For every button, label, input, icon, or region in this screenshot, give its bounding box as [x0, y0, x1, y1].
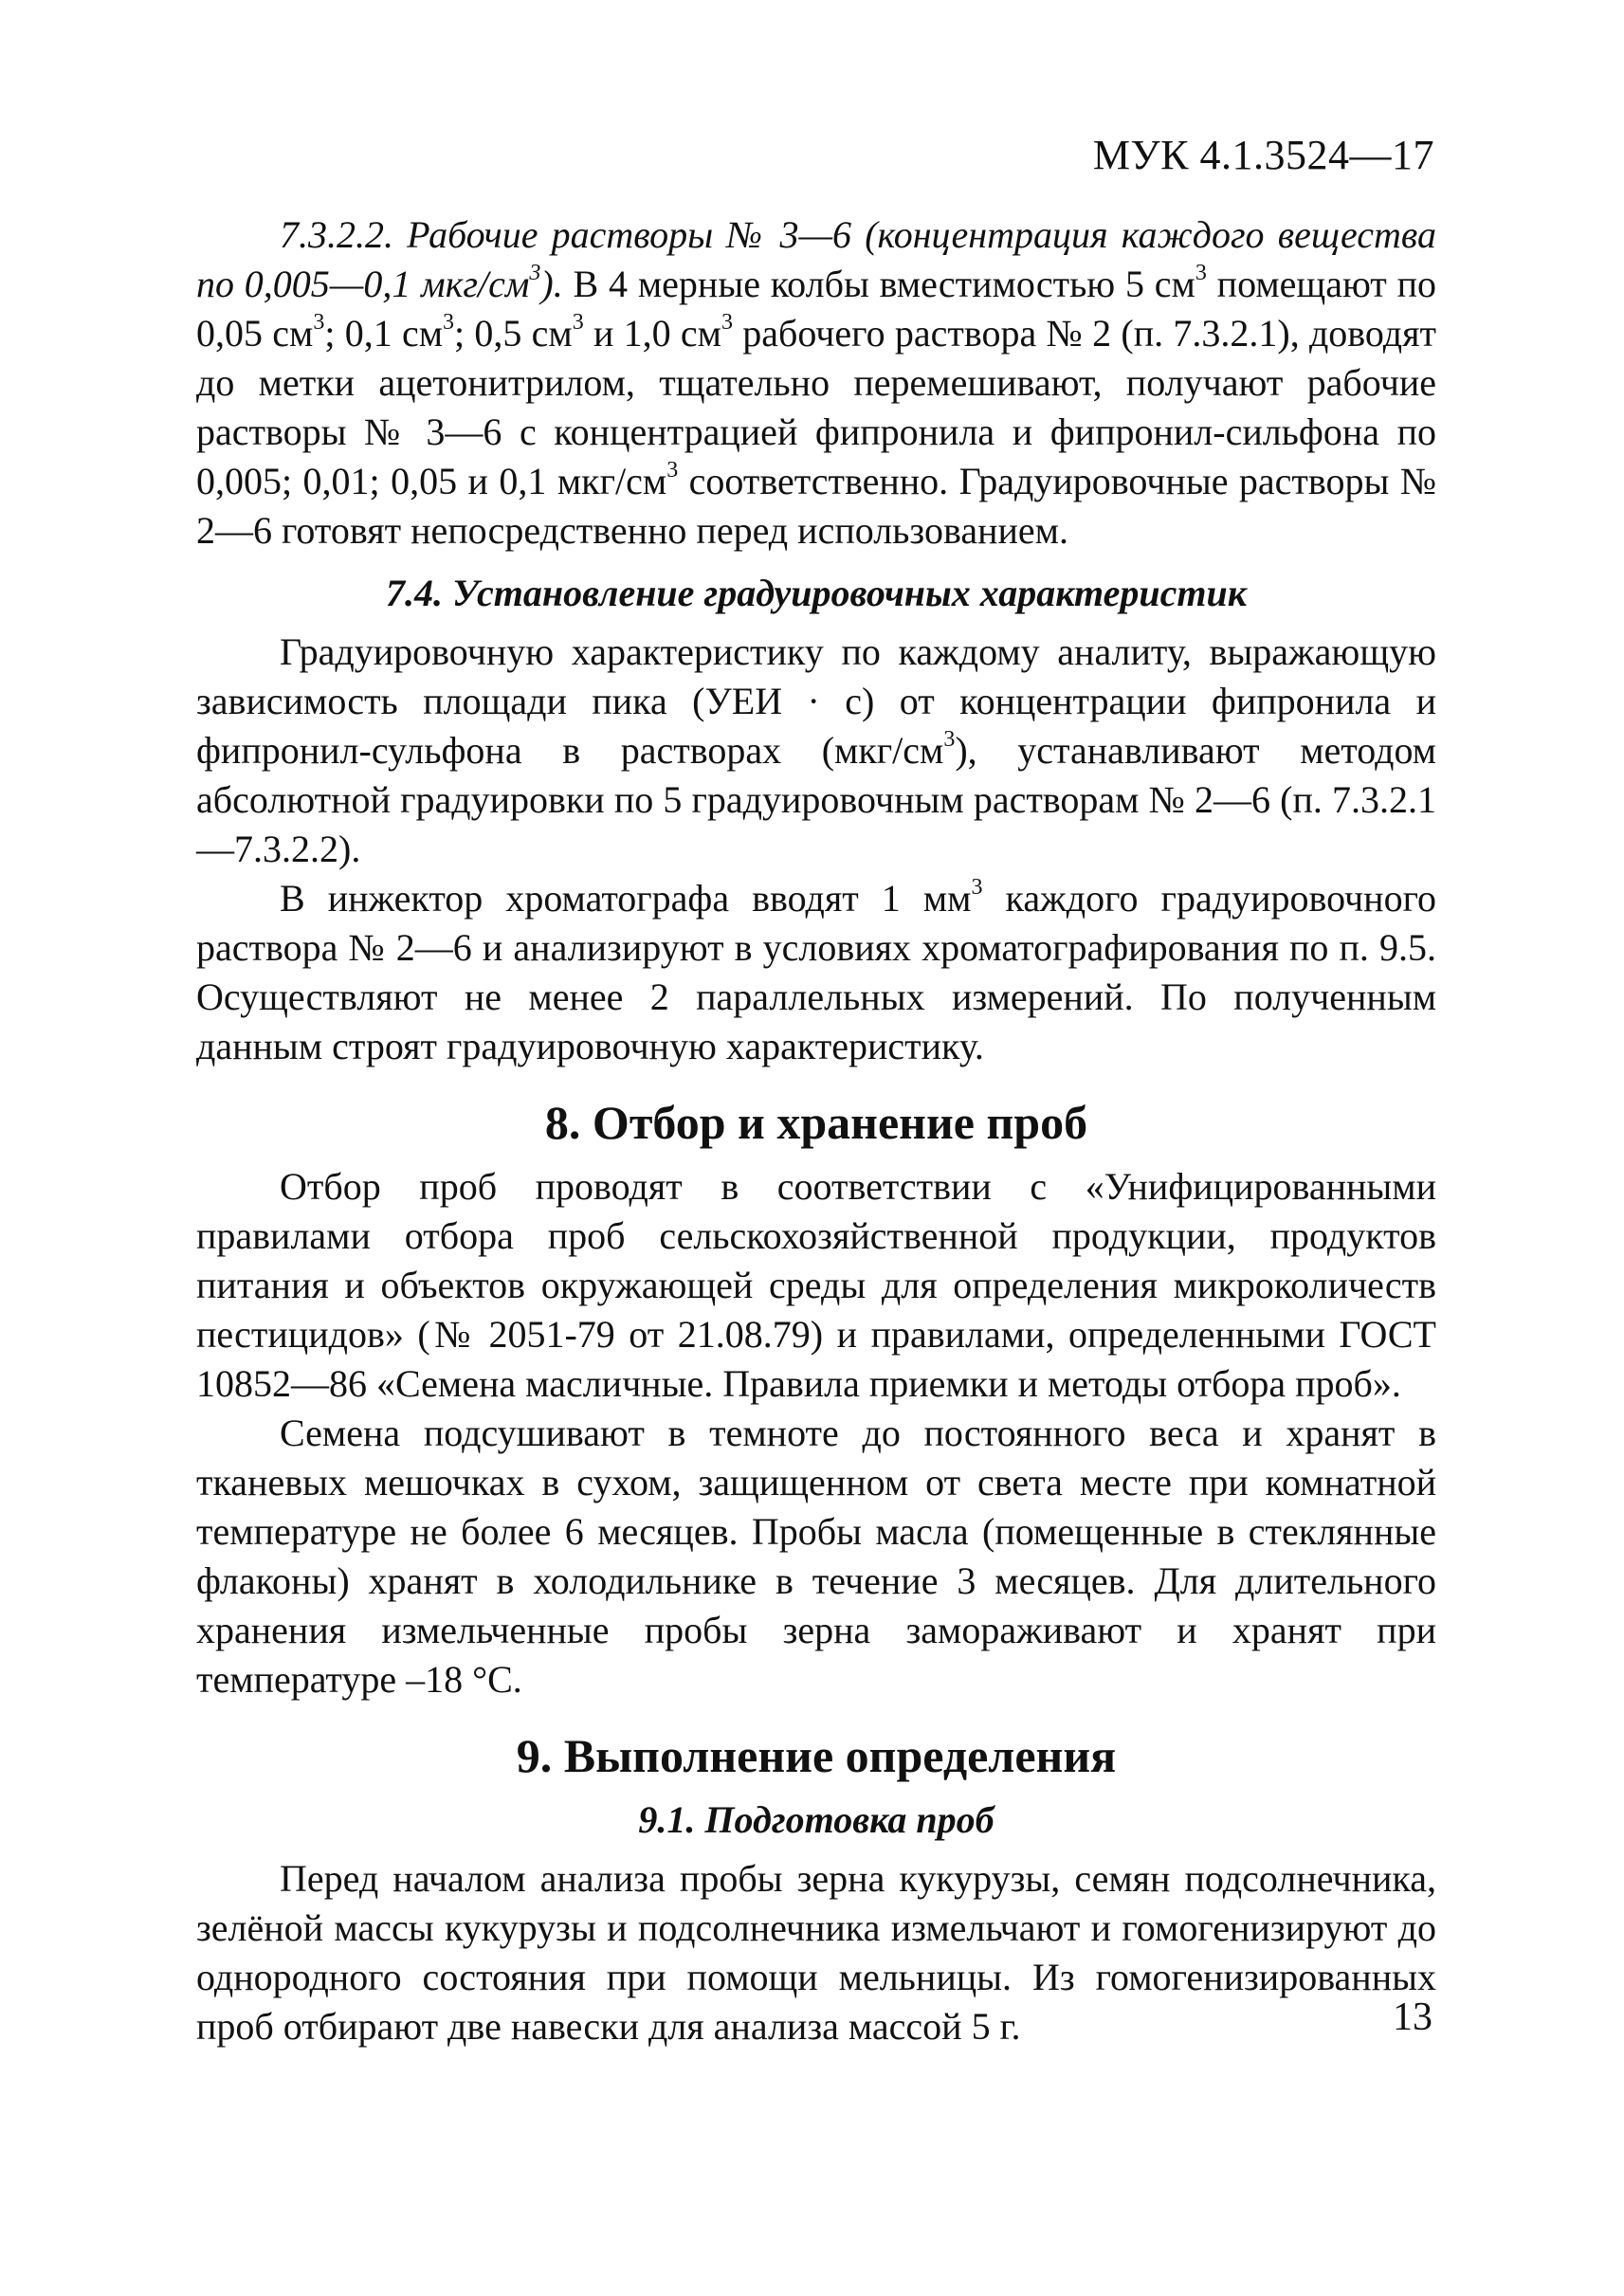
paragraph-9-1: Перед началом анализа пробы зерна кукурузы, семян подсолнечника, зелёной массы кукурузы и подсолнечника измельчают и гомогенизируют до однородного состояния при помощи мельницы. Из гомогенизированных проб отбирают две навески для анализа массой 5 г. [196, 1857, 1436, 2048]
paragraph-7-4-2: В инжектор хроматографа вводят 1 $мм^3$ каждого градуировочного раствора № 2—6 и анализируют в условиях хроматографирования по п. 9.5. Осуществляют не менее 2 параллельных измерений. По полученным данным строят градуировочную характеристику. [196, 874, 1436, 1067]
document-code-header: МУК 4.1.3524—17 [1092, 132, 1434, 178]
paragraph-8-2: Семена подсушивают в темноте до постоянного веса и хранят в тканевых мешочках в сухом, защищенном от света месте при комнатной температуре не более 6 месяцев. Пробы масла (помещенные в стеклянные флаконы) хранят в холодильнике в течение 3 месяцев. Для длительного хранения измельченные пробы зерна замораживают и хранят при температуре –18 °С. [196, 1412, 1436, 1701]
section-7-4-title: 7.4. Установление градуировочных характеристик [386, 572, 1247, 614]
section-8-title: 8. Отбор и хранение проб [544, 1096, 1088, 1149]
paragraph-7-3-2-2: 7.3.2.2. Рабочие растворы № 3—6 (концентрация каждого вещества по 0,005—0,1 мкг/$см^3$). В 4 мерные колбы вместимостью 5 $см^3$ помещают по 0,05 $см^3$; 0,1 $см^3$; 0,5 $см^3$ и 1,0 $см^3$ рабочего раствора № 2 (п. 7.3.2.1), доводят до метки ацетонитрилом, тщательно перемешивают, получают рабочие растворы № 3—6 с концентрацией фипронила и фипронил-сильфона по 0,005; 0,01; 0,05 и 0,1 мкг/$см^3$ соответственно. Градуировочные растворы № 2—6 готовят непосредственно перед использованием. [196, 213, 1436, 552]
section-7-3-2-2-title: 7.3.2.2. Рабочие растворы № 3—6 (концентрация каждого вещества по 0,005—0,1 мкг/$см^3$). [196, 213, 1436, 305]
paragraph-8-1: Отбор проб проводят в соответствии с «Унифицированными правилами отбора проб сельскохозяйственной продукции, продуктов питания и объектов окружающей среды для определения микроколичеств пестицидов» (№ 2051-79 от 21.08.79) и правилами, определенными ГОСТ 10852—86 «Семена масличные. Правила приемки и методы отбора проб». [196, 1165, 1436, 1405]
page-content [196, 210, 1436, 2051]
section-9-1-title: 9.1. Подготовка проб [638, 1798, 994, 1841]
section-9-title: 9. Выполнение определения [516, 1729, 1117, 1782]
paragraph-7-4-1: Градуировочную характеристику по каждому аналиту, выражающую зависимость площади пика (УЕИ · с) от концентрации фипронила и фипронил-сульфона в растворах $(мкг/см^3)$, устанавливают методом абсолютной градуировки по 5 градуировочным растворам № 2—6 (п. 7.3.2.1—7.3.2.2). [196, 630, 1436, 870]
page-number: 13 [1393, 1995, 1432, 2039]
